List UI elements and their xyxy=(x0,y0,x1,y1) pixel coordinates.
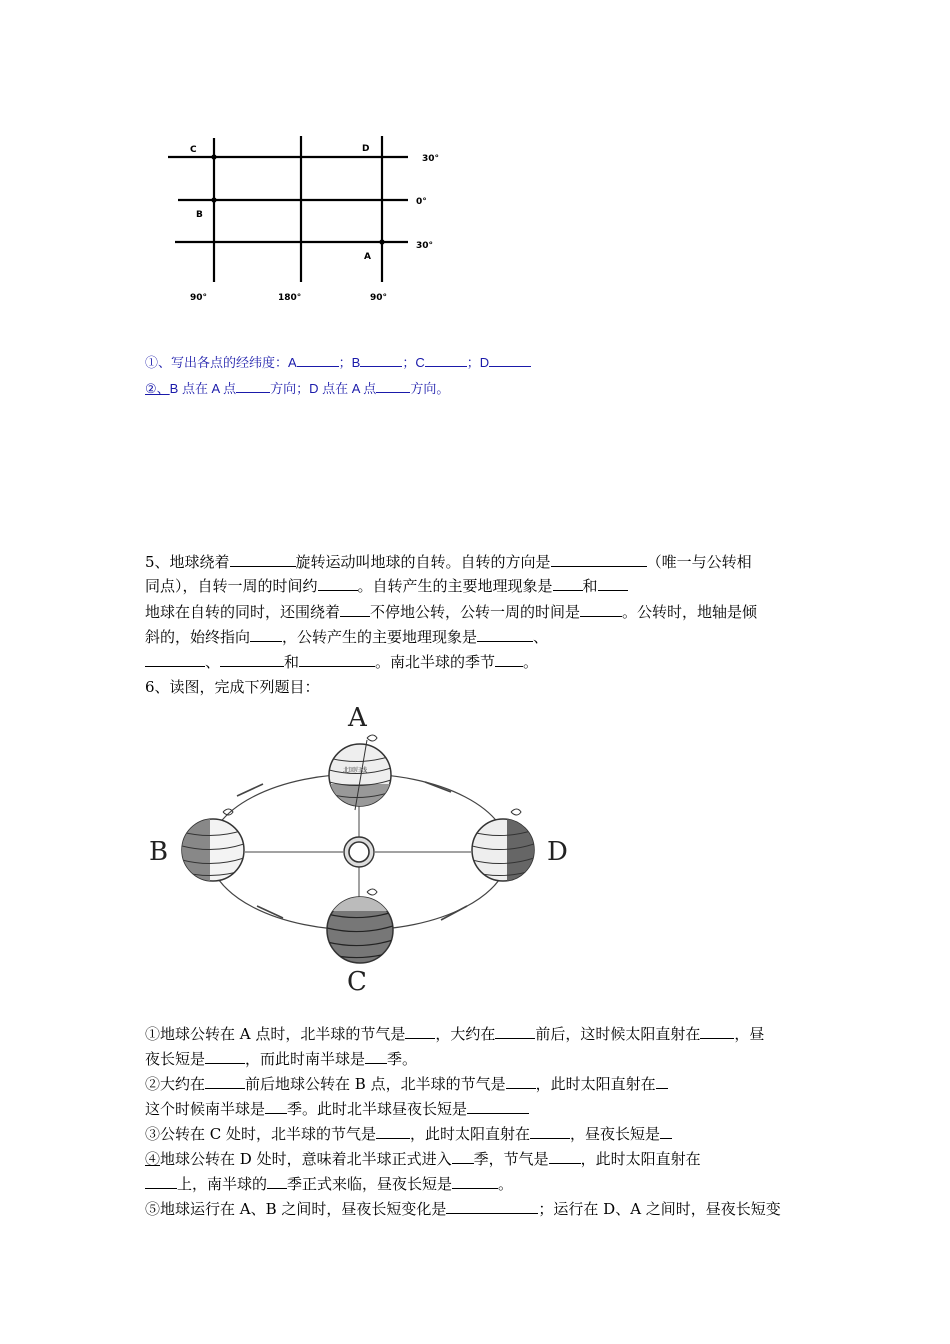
answer-blank[interactable] xyxy=(425,355,467,367)
text: 夜长短是 xyxy=(145,1050,206,1068)
orbit-arrow-icon xyxy=(441,906,467,920)
answer-blank[interactable] xyxy=(205,1049,245,1064)
answer-blank[interactable] xyxy=(530,1124,570,1139)
text: ，大约在 xyxy=(435,1025,496,1043)
q6-item-4-line-1 xyxy=(145,1147,701,1171)
q-direction-text: 方向；D 点在 A 点 xyxy=(270,381,377,396)
text: ⑤地球运行在 A、B 之间时，昼夜长短变化是 xyxy=(145,1200,447,1218)
text: 这个时候南半球是 xyxy=(145,1100,266,1118)
text: 地球在自转的同时，还围绕着 xyxy=(145,603,341,621)
earth-orbit-figure xyxy=(145,700,575,1000)
orbit-label-b: B xyxy=(149,837,169,867)
text: ③公转在 C 处时，北半球的节气是 xyxy=(145,1125,377,1143)
sun-icon xyxy=(344,837,374,867)
orbit-label-c: C xyxy=(347,967,367,997)
text: 地球公转在 D 处时，意味着北半球正式进入 xyxy=(160,1150,452,1168)
q-direction-text: B 点在 A 点 xyxy=(169,381,237,396)
orbit-arrow-icon xyxy=(257,906,283,918)
text: 和 xyxy=(582,577,598,595)
text: 前后，这时候太阳直射在 xyxy=(535,1025,701,1043)
lat-label-30n: 30° xyxy=(422,154,440,164)
answer-blank[interactable] xyxy=(580,602,622,617)
answer-blank[interactable] xyxy=(376,381,410,393)
text: 、 xyxy=(533,628,549,646)
globe-a-icon xyxy=(329,735,391,814)
answer-blank[interactable] xyxy=(360,355,402,367)
answer-blank[interactable] xyxy=(467,1099,529,1114)
q5-line-2 xyxy=(145,574,628,598)
point-a-label: A xyxy=(364,252,371,262)
text: 斜的，始终指向 xyxy=(145,628,251,646)
text: 。南北半球的季节 xyxy=(375,653,496,671)
q-direction-number: ②、 xyxy=(145,381,170,396)
q6-item-4-number: ④ xyxy=(145,1150,161,1168)
answer-blank[interactable] xyxy=(250,627,282,642)
orbit-label-d: D xyxy=(547,837,568,867)
globe-d-icon xyxy=(472,809,535,881)
answer-blank[interactable] xyxy=(340,602,370,617)
text: 。 xyxy=(498,1175,514,1193)
orbit-arrow-icon xyxy=(425,782,451,792)
globe-a-caption: 北回归线 xyxy=(343,767,368,774)
globe-c-icon xyxy=(327,889,393,963)
point-c-dot xyxy=(211,154,216,159)
answer-blank[interactable] xyxy=(299,652,375,667)
answer-blank[interactable] xyxy=(506,1074,536,1089)
lon-label-90e: 90° xyxy=(370,293,388,303)
answer-blank[interactable] xyxy=(489,355,531,367)
text: （唯一与公转相 xyxy=(646,553,752,571)
q-direction-text: 方向。 xyxy=(410,381,450,396)
answer-blank[interactable] xyxy=(145,652,205,667)
point-b-label: B xyxy=(196,210,203,220)
text: 季正式来临，昼夜长短是 xyxy=(287,1175,453,1193)
text: 季，节气是 xyxy=(473,1150,549,1168)
question-coordinates xyxy=(145,352,531,371)
q6-title: 6、读图，完成下列题目： xyxy=(145,678,320,696)
text: ①地球公转在 A 点时，北半球的节气是 xyxy=(145,1025,406,1043)
q5-line-4 xyxy=(145,625,548,649)
answer-blank[interactable] xyxy=(656,1074,668,1089)
answer-blank[interactable] xyxy=(205,1074,245,1089)
answer-blank[interactable] xyxy=(376,1124,410,1139)
answer-blank[interactable] xyxy=(446,1199,538,1214)
answer-blank[interactable] xyxy=(495,652,523,667)
text: ，公转产生的主要地理现象是 xyxy=(282,628,478,646)
text: ，此时太阳直射在 xyxy=(535,1075,656,1093)
lat-label-0: 0° xyxy=(416,197,427,207)
q6-item-1-line-2 xyxy=(145,1047,417,1071)
answer-blank[interactable] xyxy=(220,652,284,667)
lon-label-90w: 90° xyxy=(190,293,208,303)
question-direction xyxy=(145,378,449,397)
text: 前后地球公转在 B 点，北半球的节气是 xyxy=(245,1075,506,1093)
q6-item-3 xyxy=(145,1122,672,1146)
answer-blank[interactable] xyxy=(553,576,583,591)
answer-blank[interactable] xyxy=(267,1174,287,1189)
text: ，昼夜长短是 xyxy=(570,1125,661,1143)
q6-item-1-line-1 xyxy=(145,1022,764,1046)
q5-line-3 xyxy=(145,600,757,624)
q-coord-a-label: ①、写出各点的经纬度：A xyxy=(145,355,297,370)
text: 上，南半球的 xyxy=(177,1175,268,1193)
q6-item-5 xyxy=(145,1197,781,1221)
q6-item-2-line-2 xyxy=(145,1097,529,1121)
answer-blank[interactable] xyxy=(598,576,628,591)
q6-item-2-line-1 xyxy=(145,1072,668,1096)
globe-b-icon xyxy=(182,809,244,881)
text: 。 xyxy=(523,653,539,671)
text: 、 xyxy=(205,653,221,671)
answer-blank[interactable] xyxy=(145,1174,177,1189)
text: ，此时太阳直射在 xyxy=(580,1150,701,1168)
q-coord-d-label: ；D xyxy=(466,355,490,370)
lat-label-30s: 30° xyxy=(416,241,434,251)
answer-blank[interactable] xyxy=(452,1174,498,1189)
text: 同点），自转一周的时间约 xyxy=(145,577,318,595)
answer-blank[interactable] xyxy=(265,1099,287,1114)
q5-line-5 xyxy=(145,650,538,674)
point-c-label: C xyxy=(190,145,197,155)
q5-line-1 xyxy=(145,550,752,574)
text: ②大约在 xyxy=(145,1075,206,1093)
answer-blank[interactable] xyxy=(477,627,533,642)
answer-blank[interactable] xyxy=(452,1149,474,1164)
text: 。公转时，地轴是倾 xyxy=(622,603,758,621)
text: 不停地公转，公转一周的时间是 xyxy=(370,603,581,621)
lat-long-grid-figure xyxy=(160,130,450,315)
q-coord-c-label: ；C xyxy=(402,355,425,370)
answer-blank[interactable] xyxy=(660,1124,672,1139)
point-d-label: D xyxy=(362,144,370,154)
text: 旋转运动叫地球的自转。自转的方向是 xyxy=(295,553,551,571)
point-a-dot xyxy=(379,239,384,244)
lon-label-180: 180° xyxy=(278,293,302,303)
answer-blank[interactable] xyxy=(495,1024,535,1039)
text: 和 xyxy=(284,653,300,671)
answer-blank[interactable] xyxy=(318,576,358,591)
q-coord-b-label: ；B xyxy=(338,355,361,370)
orbit-label-a: A xyxy=(348,703,367,733)
text: 季。此时北半球昼夜长短是 xyxy=(287,1100,468,1118)
point-b-dot xyxy=(211,197,216,202)
answer-blank[interactable] xyxy=(551,552,647,567)
text: 季。 xyxy=(387,1050,418,1068)
answer-blank[interactable] xyxy=(405,1024,435,1039)
answer-blank[interactable] xyxy=(297,355,339,367)
text: ，此时太阳直射在 xyxy=(410,1125,531,1143)
text: 。自转产生的主要地理现象是 xyxy=(357,577,553,595)
q6-item-4-line-2 xyxy=(145,1172,513,1196)
text: ，昼 xyxy=(734,1025,765,1043)
answer-blank[interactable] xyxy=(365,1049,387,1064)
answer-blank[interactable] xyxy=(230,552,296,567)
text: ；运行在 D、A 之间时，昼夜长短变 xyxy=(538,1200,781,1218)
answer-blank[interactable] xyxy=(549,1149,581,1164)
answer-blank[interactable] xyxy=(236,381,270,393)
text: 5、地球绕着 xyxy=(145,553,230,571)
answer-blank[interactable] xyxy=(700,1024,734,1039)
text: ，而此时南半球是 xyxy=(245,1050,366,1068)
